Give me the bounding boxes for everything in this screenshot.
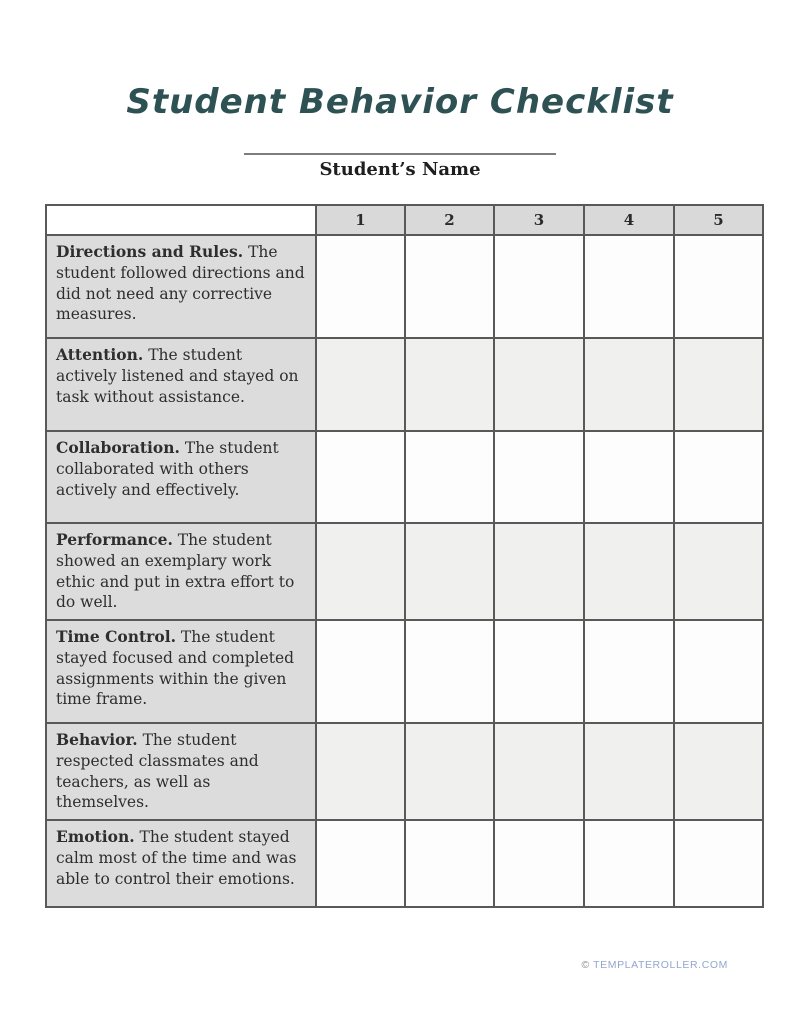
criterion-description: The student followed directions and did not need any corrective measures. bbox=[56, 243, 305, 324]
behavior-checklist-table bbox=[45, 204, 764, 908]
rating-cell-score-2[interactable] bbox=[405, 820, 494, 907]
score-column-header-5: 5 bbox=[674, 205, 763, 235]
rating-cell-score-2[interactable] bbox=[405, 431, 494, 523]
rating-cell-score-1[interactable] bbox=[316, 523, 405, 620]
criterion-description: The student actively listened and stayed on task without assistance. bbox=[56, 346, 299, 406]
table-row bbox=[46, 820, 763, 907]
criterion-term: Performance. bbox=[56, 530, 173, 549]
rating-cell-score-4[interactable] bbox=[584, 235, 674, 338]
rating-cell-score-4[interactable] bbox=[584, 820, 674, 907]
score-column-header-4: 4 bbox=[584, 205, 674, 235]
rating-cell-score-3[interactable] bbox=[494, 620, 584, 723]
rating-cell-score-5[interactable] bbox=[674, 820, 763, 907]
rating-cell-score-5[interactable] bbox=[674, 523, 763, 620]
criterion-term: Attention. bbox=[56, 345, 144, 364]
table-row bbox=[46, 235, 763, 338]
rating-cell-score-5[interactable] bbox=[674, 338, 763, 431]
copyright-icon: © bbox=[581, 959, 590, 971]
footer-credit bbox=[581, 959, 728, 971]
criterion-label-cell bbox=[46, 235, 316, 338]
templateroller-brand-link[interactable]: TEMPLATEROLLER.COM bbox=[593, 959, 728, 971]
criterion-label-cell bbox=[46, 431, 316, 523]
score-column-header-3: 3 bbox=[494, 205, 584, 235]
criterion-term: Collaboration. bbox=[56, 438, 180, 457]
rating-cell-score-1[interactable] bbox=[316, 338, 405, 431]
score-header-row bbox=[46, 205, 763, 235]
table-row bbox=[46, 523, 763, 620]
criterion-label-cell bbox=[46, 620, 316, 723]
rating-cell-score-1[interactable] bbox=[316, 431, 405, 523]
criterion-label-cell bbox=[46, 523, 316, 620]
rating-cell-score-1[interactable] bbox=[316, 820, 405, 907]
rating-cell-score-3[interactable] bbox=[494, 723, 584, 820]
rating-cell-score-1[interactable] bbox=[316, 723, 405, 820]
student-name-field bbox=[0, 153, 800, 180]
rating-cell-score-4[interactable] bbox=[584, 431, 674, 523]
table-corner-spacer bbox=[46, 205, 316, 235]
rating-cell-score-2[interactable] bbox=[405, 338, 494, 431]
criterion-term: Emotion. bbox=[56, 827, 135, 847]
criterion-description: The student stayed focused and completed assignments within the given time frame. bbox=[56, 628, 295, 709]
rating-cell-score-2[interactable] bbox=[405, 523, 494, 620]
student-name-input-line[interactable] bbox=[244, 153, 556, 155]
criterion-label-cell bbox=[46, 723, 316, 820]
rating-cell-score-5[interactable] bbox=[674, 620, 763, 723]
criterion-term: Time Control. bbox=[56, 627, 176, 647]
table-row bbox=[46, 338, 763, 431]
criterion-term: Behavior. bbox=[56, 730, 138, 750]
criterion-description: The student showed an exemplary work ethic and put in extra effort to do well. bbox=[56, 531, 295, 612]
rating-cell-score-3[interactable] bbox=[494, 338, 584, 431]
rating-cell-score-4[interactable] bbox=[584, 523, 674, 620]
criterion-term: Directions and Rules. bbox=[56, 242, 244, 261]
rating-cell-score-1[interactable] bbox=[316, 235, 405, 338]
page-title: Student Behavior Checklist bbox=[126, 82, 674, 122]
rating-cell-score-3[interactable] bbox=[494, 431, 584, 523]
score-column-header-1: 1 bbox=[316, 205, 405, 235]
rating-cell-score-4[interactable] bbox=[584, 620, 674, 723]
rating-cell-score-4[interactable] bbox=[584, 723, 674, 820]
rating-cell-score-2[interactable] bbox=[405, 620, 494, 723]
criterion-description: The student stayed calm most of the time and was able to control their emotions. bbox=[56, 828, 297, 888]
rating-cell-score-1[interactable] bbox=[316, 620, 405, 723]
table-row bbox=[46, 431, 763, 523]
criterion-description: The student respected classmates and teachers, as well as themselves. bbox=[56, 731, 259, 812]
rating-cell-score-5[interactable] bbox=[674, 723, 763, 820]
rating-cell-score-3[interactable] bbox=[494, 820, 584, 907]
table-row bbox=[46, 723, 763, 820]
rating-cell-score-3[interactable] bbox=[494, 235, 584, 338]
rating-cell-score-5[interactable] bbox=[674, 431, 763, 523]
rating-cell-score-4[interactable] bbox=[584, 338, 674, 431]
criterion-label-cell bbox=[46, 338, 316, 431]
rating-cell-score-2[interactable] bbox=[405, 723, 494, 820]
rating-cell-score-2[interactable] bbox=[405, 235, 494, 338]
table-row bbox=[46, 620, 763, 723]
score-column-header-2: 2 bbox=[405, 205, 494, 235]
criterion-label-cell bbox=[46, 820, 316, 907]
rating-cell-score-3[interactable] bbox=[494, 523, 584, 620]
student-name-label: Student’s Name bbox=[319, 159, 481, 180]
rating-cell-score-5[interactable] bbox=[674, 235, 763, 338]
criterion-description: The student collaborated with others actively and effectively. bbox=[56, 439, 279, 499]
